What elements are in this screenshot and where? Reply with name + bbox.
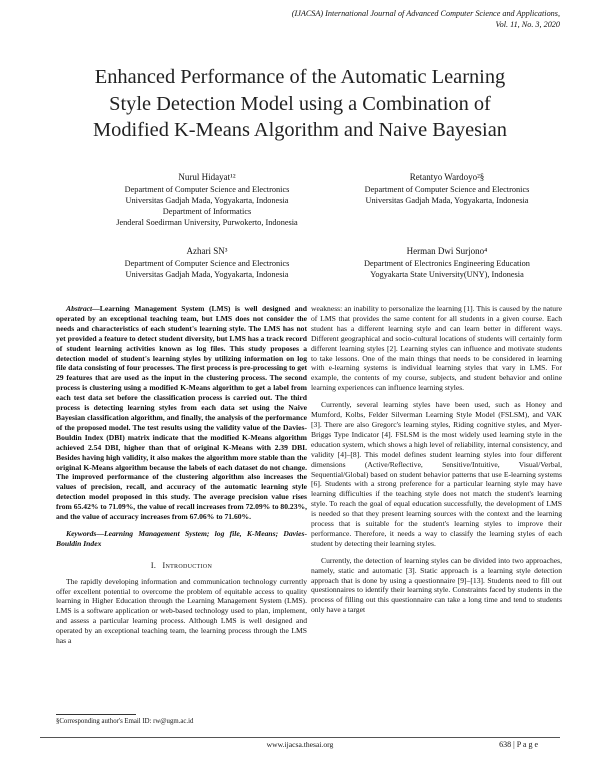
author-affiliation: Jenderal Soedirman University, Purwokerto, Indonesia [116, 218, 298, 227]
author-affiliation: Universitas Gadjah Mada, Yogyakarta, Indonesia [125, 270, 289, 279]
footer-rule [40, 737, 560, 738]
keywords-lead: Keywords [66, 528, 97, 538]
paper-title [40, 64, 560, 144]
keywords [56, 529, 307, 549]
body-paragraph: The rapidly developing information and communication technology currently offer excellent potential to overcome the problem of equitable access to quality learning in Higher Education through the Learning Management System (LMS). LMS is a software application or web-based technology used to plan, implement, and assess a particular learning process. Although LMS is well designed and operated by an exceptional teaching team, the learning process through the LMS has a [56, 576, 307, 646]
author-affiliation: Yogyakarta State University(UNY), Indonesia [370, 270, 524, 279]
author-block-3 [92, 246, 322, 280]
author-name: Retantyo Wardoyo²§ [409, 172, 485, 182]
section-title: Introduction [162, 560, 213, 570]
body-paragraph: Currently, several learning styles have been used, such as Honey and Mumford, Kolbs, Felder Silverman Learning Style Model (FSLSM), and VAK [3]. There are also Gregorc's learning styles, Riding cognitive styles, and Myer-Briggs Type Indicator [4]. FSLSM is the most widely used learning style in the education system, which shows a high level of reliability, internal consistency, and validity [4]–[8]. This model defines student learning styles into four different dimensions (Active/Reflective, Sensitive/Intuitive, Visual/Verbal, Sequential/Global) based on student behavior patterns that use E-learning systems [6]. Students with a strong preference for a particular learning style may have learning difficulties if the teaching style does not match the student's learning style. To reach the goal of equal education successfully, the development of LMS is needed so that they present learning sources with the context and the learning process that is suitable for the student's learning styles to improve their performance. Therefore, it needs a way to classify the learning styles of each student by detecting their learning styles. [311, 400, 562, 548]
section-number: I. [150, 560, 157, 570]
body-paragraph: Currently, the detection of learning styles can be divided into two approaches, namely, static and automatic [3]. Static approach is a learning style detection approach that is done by using a questionnaire [9]–[13]. Students need to fill out questionnaires to identify their learning style. Constraints faced by students in the process of filling out this questionnaire can take a long time and tend to students only have a target [311, 555, 562, 615]
journal-header [200, 8, 560, 30]
footer-url: www.ijacsa.thesai.org [266, 740, 334, 749]
body-paragraph: weakness: an inability to personalize the learning [1]. This is caused by the nature of LMS that provides the same content for all students in a given course. Each student has a different learning style and can learn better in different ways. Different geographical and socio-cultural locations of students will certainly form different learning styles [2]. Learning styles can influence and motivate students to take lessons. One of the main things that needs to be considered in learning with e-learning systems is individual learning styles that vary in LMS. For example, the contents of my course, subjects, and student behavior and online learning experiences can influence learning styles. [311, 304, 562, 393]
journal-header-line1: (IJACSA) International Journal of Advanced Computer Science and Applications, [291, 9, 560, 18]
author-affiliation: Department of Computer Science and Electronics [124, 185, 290, 194]
author-affiliation: Universitas Gadjah Mada, Yogyakarta, Indonesia [365, 196, 529, 205]
author-affiliation: Department of Computer Science and Electronics [364, 185, 530, 194]
title-line2: Style Detection Model using a Combination of [109, 92, 491, 115]
footnote-text: §Corresponding author's Email ID: rw@ugm.ac.id [56, 718, 194, 725]
footnote [56, 714, 307, 726]
keywords-text: —Learning Management System; log file, K-Means; Davies-Bouldin Index [56, 528, 307, 548]
author-block-2 [342, 172, 552, 206]
author-name: Azhari SN³ [186, 246, 228, 256]
author-affiliation: Department of Electronics Engineering Education [364, 259, 530, 268]
abstract-text: —Learning Management System (LMS) is well designed and operated by an exceptional teaching team, but LMS does not consider the needs and characteristics of each student's learning style. The LMS has not yet provided a feature to detect student diversity, but LMS has a track record of student learning activities known as log files. This study proposes a detection model of student's learning styles by utilizing information on log file data consisting of four processes. The first process is pre-processing to get 29 features that are used as the input in the clustering process. The second process is clustering using a modified K-Means algorithm to get a label from each test data set before the classification process is carried out. The third process is detecting learning styles from each data set using the Naive Bayesian classification algorithm, and finally, the analysis of the performance of the proposed model. The test results using the validity value of the Davies-Bouldin Index (DBI) matrix indicate that the modified K-Means algorithm achieved 2.54 DBI, higher than that of original K-Means with 2.39 DBI. Besides having high validity, it also makes the algorithm more stable than the original K-Means algorithm because the labels of each dataset do not change. The improved performance of the clustering algorithm also increases the values of precision, recall, and accuracy of the automatic learning style detection model proposed in this study. The average precision value rises from 65.42% to 71.09%, the value of recall increases from 72.09% to 80.23%, and the value of accuracy increases from 67.06% to 71.60%. [56, 304, 307, 522]
title-line3: Modified K-Means Algorithm and Naive Bayesian [93, 119, 507, 141]
abstract-lead: Abstract [66, 304, 93, 313]
left-column [56, 304, 307, 646]
page-number: 638 | P a g e [499, 740, 538, 749]
author-name: Herman Dwi Surjono⁴ [406, 246, 488, 256]
journal-header-line2: Vol. 11, No. 3, 2020 [495, 20, 560, 29]
author-affiliation: Universitas Gadjah Mada, Yogyakarta, Indonesia [125, 196, 289, 205]
right-column [311, 304, 562, 615]
author-name: Nurul Hidayat¹² [178, 172, 236, 182]
author-affiliation: Department of Informatics [162, 207, 252, 216]
title-line1: Enhanced Performance of the Automatic Learning [94, 66, 506, 88]
author-block-4 [342, 246, 552, 280]
footnote-rule [56, 714, 136, 715]
abstract [56, 304, 307, 522]
section-heading-introduction [56, 561, 307, 571]
author-block-1 [92, 172, 322, 228]
author-affiliation: Department of Computer Science and Electronics [124, 259, 290, 268]
